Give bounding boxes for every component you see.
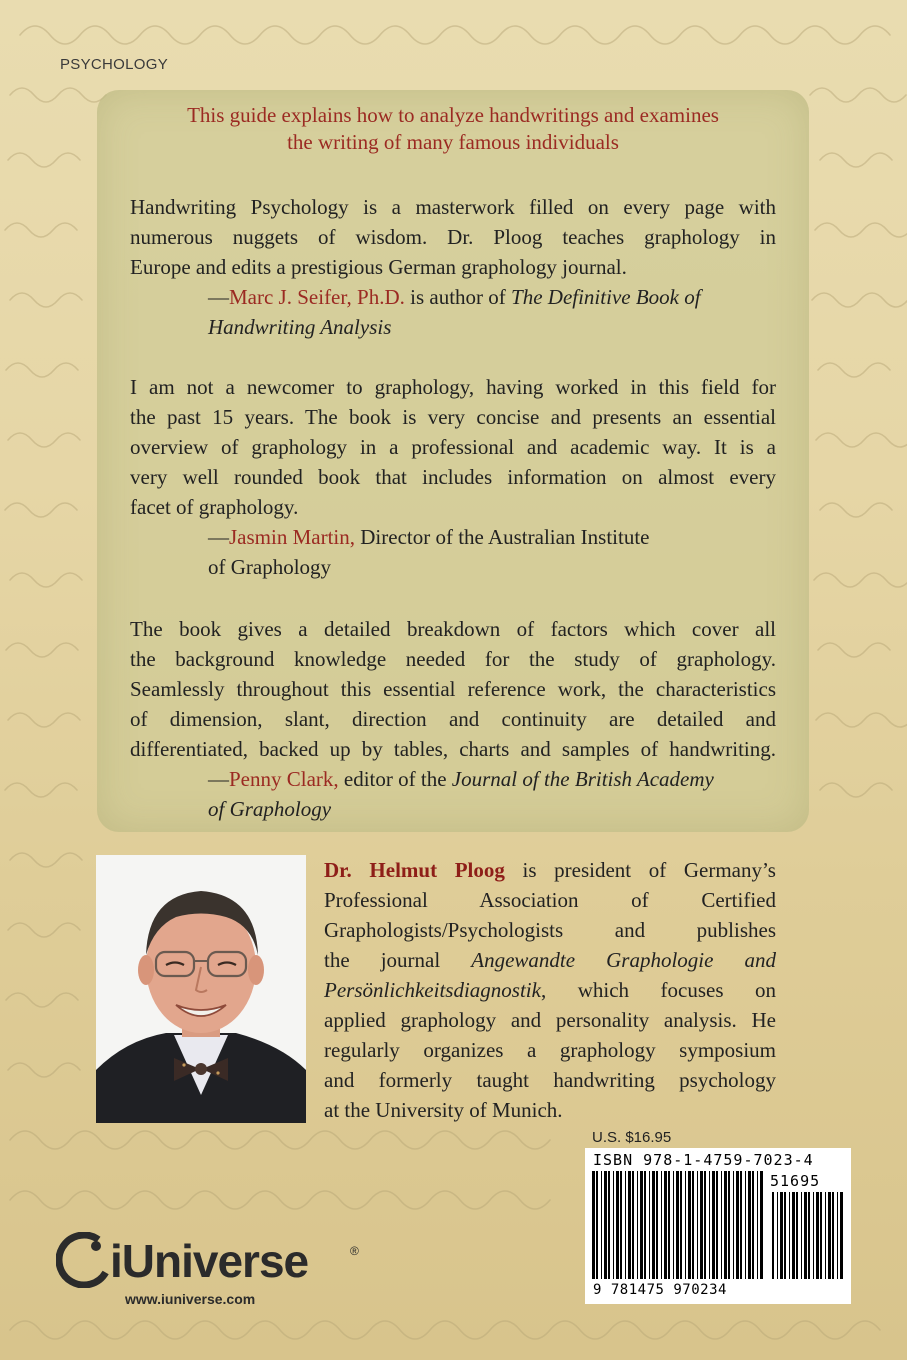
barcode-bar	[712, 1171, 715, 1279]
review-line: of dimension, slant, direction and continuity are detailed and	[130, 707, 776, 731]
barcode-bar	[613, 1171, 614, 1279]
dash: —	[208, 525, 229, 549]
barcode-bar	[652, 1171, 655, 1279]
review-2-author: Jasmin Martin,	[229, 525, 355, 549]
barcode-bar	[656, 1171, 658, 1279]
barcode-bar	[637, 1171, 638, 1279]
publisher-name: iUniverse	[110, 1235, 309, 1287]
bio-text: is president of Germany’s	[504, 858, 776, 882]
barcode-bar	[709, 1171, 710, 1279]
price-barcode	[770, 1192, 846, 1279]
tagline	[97, 102, 809, 156]
barcode-bar	[601, 1171, 602, 1279]
category-label: PSYCHOLOGY	[60, 56, 169, 73]
author-photo	[96, 855, 306, 1123]
journal-name: Persönlichkeitsdiagnostik	[324, 978, 541, 1002]
review-2-text	[130, 372, 776, 522]
registered-mark: ®	[350, 1244, 359, 1258]
review-2-role: Director of the Australian Institute	[355, 525, 650, 549]
barcode-bar	[608, 1171, 610, 1279]
barcode-bar	[640, 1171, 643, 1279]
barcode-bar	[644, 1171, 646, 1279]
barcode-bar	[625, 1171, 626, 1279]
bio-line: Professional Association of Certified	[324, 888, 776, 912]
author-name: Dr. Helmut Ploog	[324, 858, 505, 882]
barcode-bar	[692, 1171, 694, 1279]
isbn-text: ISBN 978-1-4759-7023-4	[593, 1151, 814, 1169]
review-3-text	[130, 614, 776, 764]
barcode-bar	[757, 1171, 758, 1279]
barcode-bar	[808, 1192, 810, 1279]
barcode-bar	[813, 1192, 814, 1279]
price-code: 51695	[770, 1172, 821, 1190]
barcode-bar	[716, 1171, 718, 1279]
barcode-bar	[649, 1171, 650, 1279]
author-portrait-image	[96, 855, 306, 1123]
price-label: U.S. $16.95	[592, 1129, 672, 1146]
iuniverse-logo-icon	[56, 1232, 112, 1288]
barcode-bar	[760, 1171, 763, 1279]
review-line: I am not a newcomer to graphology, having worked in this field for	[130, 375, 776, 399]
barcode-bar	[832, 1192, 834, 1279]
barcode-bar	[688, 1171, 691, 1279]
review-3-role: editor of the	[338, 767, 452, 791]
barcode-bar	[664, 1171, 667, 1279]
isbn-barcode	[590, 1171, 766, 1279]
ean-digits: 9 781475 970234	[593, 1282, 727, 1298]
bio-line: and formerly taught handwriting psychology	[324, 1068, 776, 1092]
review-line: numerous nuggets of wisdom. Dr. Ploog teaches graphology in	[130, 225, 776, 249]
tagline-line: This guide explains how to analyze handwritings and examines	[187, 103, 719, 127]
review-line: the background knowledge needed for the study of graphology.	[130, 647, 776, 671]
book-title: The Definitive Book of	[511, 285, 701, 309]
review-1-attribution	[208, 282, 788, 342]
barcode-bar	[680, 1171, 682, 1279]
review-1-role: is author of	[404, 285, 512, 309]
barcode-bar	[668, 1171, 670, 1279]
barcode-bar	[745, 1171, 746, 1279]
review-3-attribution	[208, 764, 788, 824]
review-line: Europe and edits a prestigious German graphology journal.	[130, 255, 627, 279]
tagline-line: the writing of many famous individuals	[287, 130, 619, 154]
barcode-bar	[789, 1192, 790, 1279]
barcode-bar	[740, 1171, 742, 1279]
barcode-bar	[604, 1171, 607, 1279]
review-line: overview of graphology in a professional and academic way. It is a	[130, 435, 776, 459]
barcode-bar	[820, 1192, 822, 1279]
review-line: facet of graphology.	[130, 495, 299, 519]
review-line: The book gives a detailed breakdown of factors which cover all	[130, 617, 776, 641]
dash: —	[208, 767, 229, 791]
review-line: Handwriting Psychology is a masterwork filled on every page with	[130, 195, 776, 219]
barcode-bar	[673, 1171, 674, 1279]
barcode-bar	[816, 1192, 819, 1279]
barcode-bar	[676, 1171, 679, 1279]
barcode-bar	[620, 1171, 622, 1279]
journal-title: of Graphology	[208, 797, 332, 821]
author-bio	[324, 855, 776, 1125]
review-line: very well rounded book that includes information on almost every	[130, 465, 776, 489]
barcode-bar	[772, 1192, 774, 1279]
barcode-bar	[592, 1171, 595, 1279]
barcode-bar	[777, 1192, 778, 1279]
barcode-bar	[752, 1171, 754, 1279]
barcode-bar	[804, 1192, 807, 1279]
barcode-bar	[796, 1192, 798, 1279]
barcode-bar	[685, 1171, 686, 1279]
barcode-bar	[704, 1171, 706, 1279]
barcode-bar	[721, 1171, 722, 1279]
bio-line: at the University of Munich.	[324, 1098, 563, 1122]
barcode-bar	[736, 1171, 739, 1279]
review-line: differentiated, backed up by tables, charts and samples of handwriting.	[130, 737, 776, 761]
book-title: Handwriting Analysis	[208, 315, 392, 339]
barcode-bar	[792, 1192, 795, 1279]
barcode-bar	[697, 1171, 698, 1279]
journal-title: Journal of the British Academy	[451, 767, 714, 791]
barcode-bar	[700, 1171, 703, 1279]
barcode-bar	[828, 1192, 831, 1279]
barcode-bar	[724, 1171, 727, 1279]
bio-line: applied graphology and personality analysis. He	[324, 1008, 776, 1032]
review-1-author: Marc J. Seifer, Ph.D.	[229, 285, 405, 309]
bio-line: regularly organizes a graphology symposium	[324, 1038, 776, 1062]
barcode-bar	[837, 1192, 838, 1279]
bio-line: Graphologists/Psychologists and publishes	[324, 918, 776, 942]
barcode-bar	[661, 1171, 662, 1279]
barcode-bar	[616, 1171, 619, 1279]
journal-name: Angewandte Graphologie and	[471, 948, 776, 972]
review-1-text	[130, 192, 776, 282]
barcode-bar	[628, 1171, 631, 1279]
barcode-bar	[825, 1192, 826, 1279]
barcode-bar	[801, 1192, 802, 1279]
barcode-bar	[728, 1171, 730, 1279]
barcode-bar	[733, 1171, 734, 1279]
barcode-bar	[784, 1192, 786, 1279]
review-2-role: of Graphology	[208, 555, 332, 579]
dash: —	[208, 285, 229, 309]
review-line: the past 15 years. The book is very concise and presents an essential	[130, 405, 776, 429]
publisher-url: www.iuniverse.com	[125, 1291, 256, 1307]
barcode-bar	[748, 1171, 751, 1279]
review-3-author: Penny Clark,	[229, 767, 339, 791]
bio-text: the journal	[324, 948, 472, 972]
barcode-bar	[632, 1171, 634, 1279]
review-line: Seamlessly throughout this essential reference work, the characteristics	[130, 677, 776, 701]
bio-text: , which focuses on	[540, 978, 776, 1002]
barcode-bar	[596, 1171, 598, 1279]
barcode-bar	[840, 1192, 843, 1279]
barcode-bar	[780, 1192, 783, 1279]
review-2-attribution	[208, 522, 788, 582]
